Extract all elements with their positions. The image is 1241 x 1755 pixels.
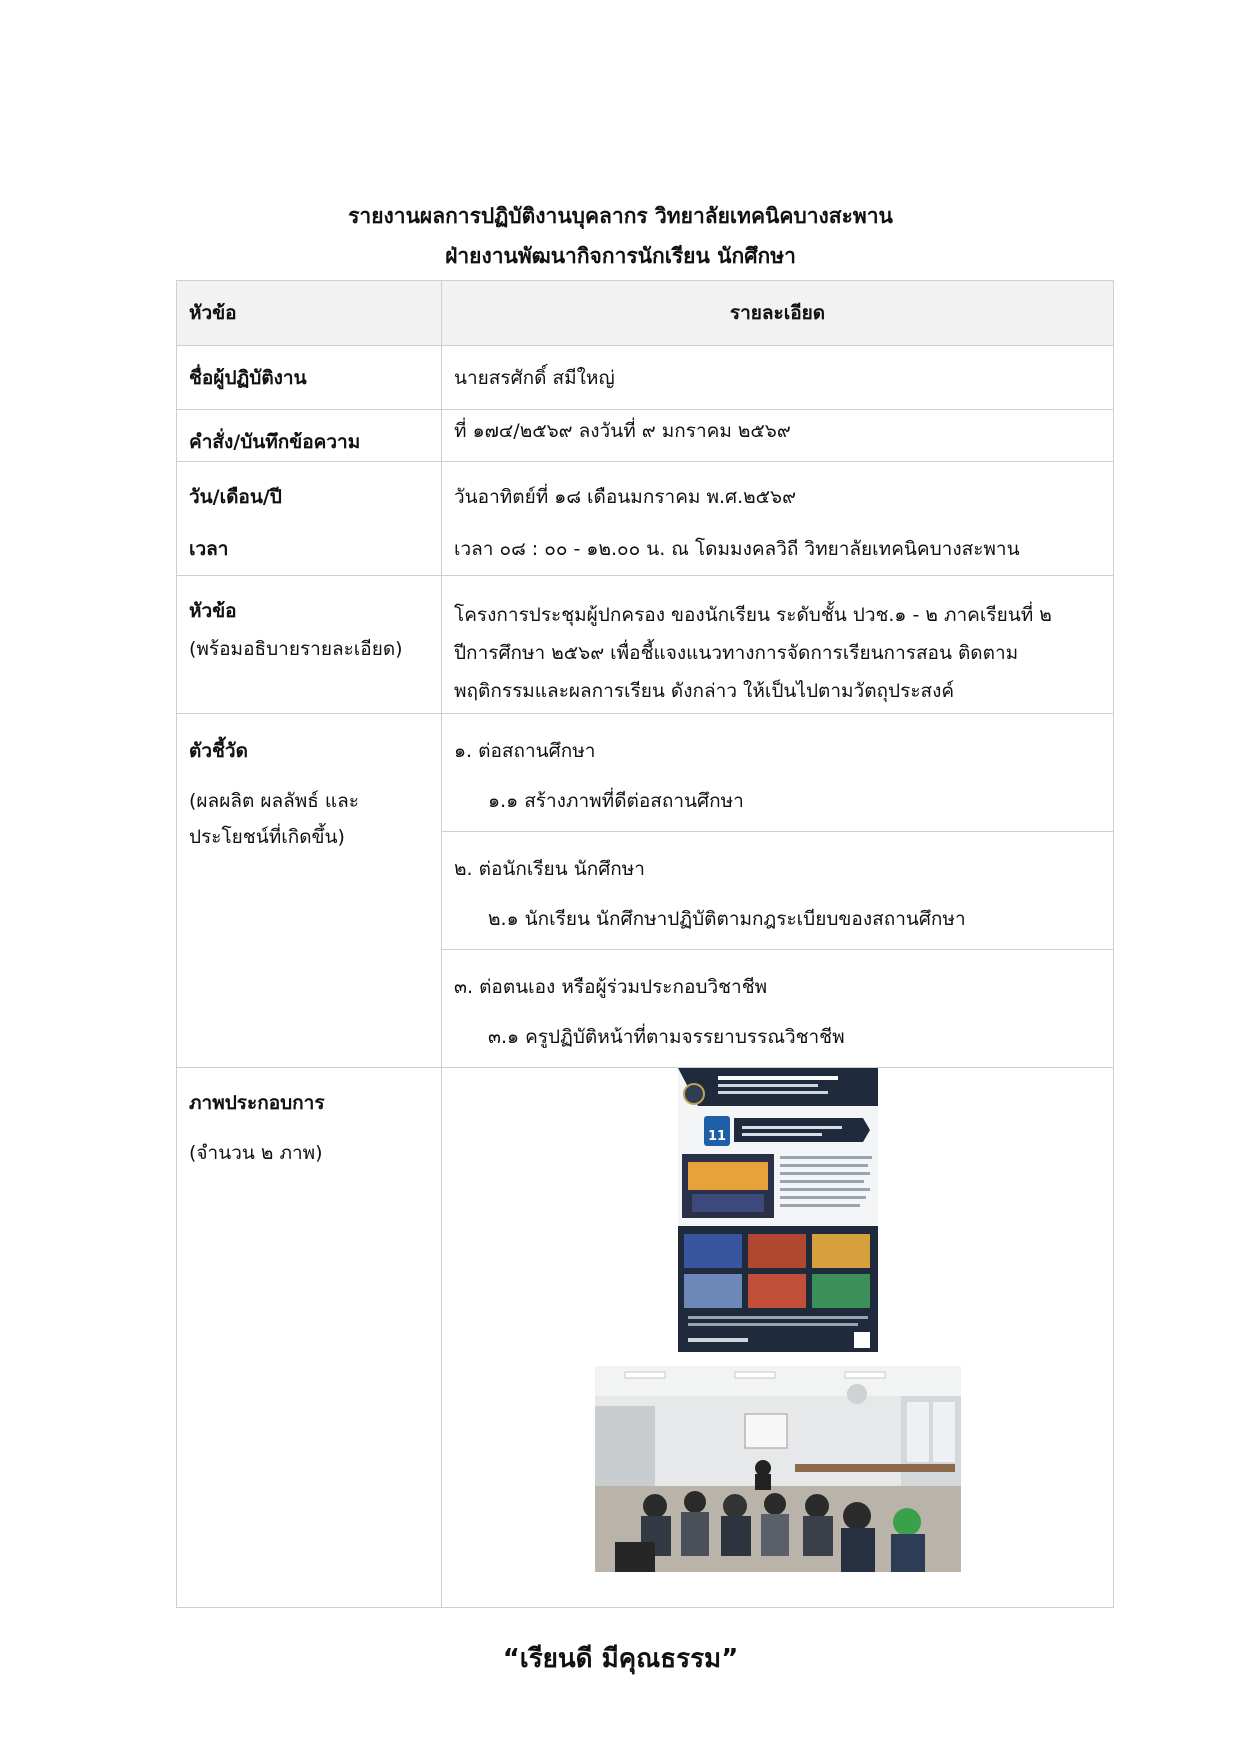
topic-label: หัวข้อ xyxy=(189,600,237,622)
row-datetime xyxy=(177,462,1114,576)
report-title: รายงานผลการปฏิบัติงานบุคลากร วิทยาลัยเทคนิคบางสะพาน xyxy=(348,204,893,228)
header-detail: รายละเอียด xyxy=(442,281,1114,346)
topic-line-1: โครงการประชุมผู้ปกครอง ของนักเรียน ระดับชั้น ปวช.๑ - ๒ ภาคเรียนที่ ๒ xyxy=(454,604,1052,626)
indicator-sub-2: ประโยชน์ที่เกิดขึ้น) xyxy=(189,826,345,848)
date-label: วัน/เดือน/ปี xyxy=(189,486,282,508)
indicator-item-1: ๑. ต่อสถานศึกษา xyxy=(454,740,596,762)
report-subtitle: ฝ่ายงานพัฒนากิจการนักเรียน นักศึกษา xyxy=(445,244,796,268)
indicator-label: ตัวชี้วัด xyxy=(189,740,248,762)
date-value: วันอาทิตย์ที่ ๑๘ เดือนมกราคม พ.ศ.๒๕๖๙ xyxy=(454,486,797,508)
motto-quote: “เรียนดี มีคุณธรรม” xyxy=(502,1644,739,1674)
table-header-row xyxy=(177,281,1114,346)
indicator-item-3a: ๓.๑ ครูปฏิบัติหน้าที่ตามจรรยาบรรณวิชาชีพ xyxy=(488,1026,845,1048)
indicator-sub-1: (ผลผลิต ผลลัพธ์ และ xyxy=(189,790,360,812)
newsletter-poster-image xyxy=(678,1068,878,1352)
topic-line-2: ปีการศึกษา ๒๕๖๙ เพื่อชี้แจงแนวทางการจัดการเรียนการสอน ติดตาม xyxy=(454,642,1019,664)
poster-issue-number: 11 xyxy=(707,1129,726,1144)
header-topic: หัวข้อ xyxy=(177,281,442,346)
row-topic xyxy=(177,576,1114,714)
indicator-item-2: ๒. ต่อนักเรียน นักศึกษา xyxy=(454,858,645,880)
indicator-item-1a: ๑.๑ สร้างภาพที่ดีต่อสถานศึกษา xyxy=(488,790,744,812)
topic-line-3: พฤติกรรมและผลการเรียน ดังกล่าว ให้เป็นไปตามวัตถุประสงค์ xyxy=(454,680,955,702)
indicator-item-2a: ๒.๑ นักเรียน นักศึกษาปฏิบัติตามกฎระเบียบของสถานศึกษา xyxy=(488,908,966,930)
photos-sub: (จำนวน ๒ ภาพ) xyxy=(189,1142,323,1164)
performer-label: ชื่อผู้ปฏิบัติงาน xyxy=(189,366,307,389)
time-label: เวลา xyxy=(189,538,229,560)
row-indicator-1 xyxy=(177,714,1114,832)
indicator-item-3: ๓. ต่อตนเอง หรือผู้ร่วมประกอบวิชาชีพ xyxy=(454,976,768,998)
report-table xyxy=(176,280,1114,1608)
time-value: เวลา ๐๘ : ๐๐ - ๑๒.๐๐ น. ณ โดมมงคลวิถี วิทยาลัยเทคนิคบางสะพาน xyxy=(454,538,1020,560)
topic-sub: (พร้อมอธิบายรายละเอียด) xyxy=(189,638,403,660)
row-order xyxy=(177,410,1114,462)
photos-label: ภาพประกอบการ xyxy=(189,1092,325,1114)
performer-value: นายสรศักดิ์ สมีใหญ่ xyxy=(454,366,615,389)
row-photos xyxy=(177,1068,1114,1608)
order-value: ที่ ๑๗๔/๒๕๖๙ ลงวันที่ ๙ มกราคม ๒๕๖๙ xyxy=(454,420,791,442)
order-label: คำสั่ง/บันทึกข้อความ xyxy=(189,431,361,453)
meeting-photo-image xyxy=(595,1366,961,1572)
row-performer xyxy=(177,346,1114,410)
